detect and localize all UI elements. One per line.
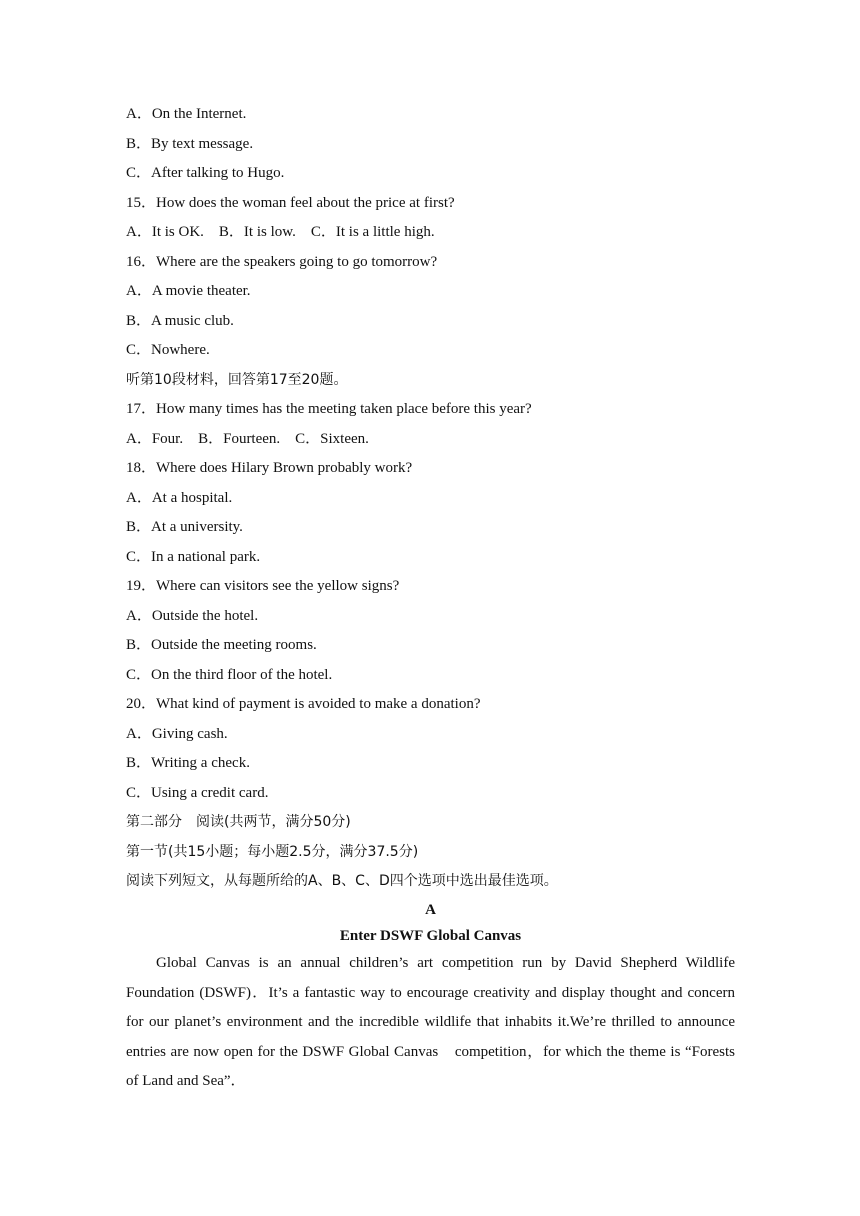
option-line: C．In a national park. [126,549,261,565]
question-15: 15．How does the woman feel about the price at first? [126,195,455,211]
reading-instruction: 阅读下列短文，从每题所给的A、B、C、D四个选项中选出最佳选项。 [126,873,558,889]
question-20: 20．What kind of payment is avoided to make a donation? [126,696,481,712]
option-line: A．At a hospital. [126,490,233,506]
option-line: A．On the Internet. [126,106,247,122]
option-line: B．A music club. [126,313,234,329]
option-line: A．Giving cash. [126,726,228,742]
question-17: 17．How many times has the meeting taken place before this year? [126,401,532,417]
option-line: C．Using a credit card. [126,785,269,801]
passage-title: Enter DSWF Global Canvas [339,928,522,944]
option-line: C．On the third floor of the hotel. [126,667,333,683]
option-line: B．Outside the meeting rooms. [126,637,317,653]
section-heading: 第一节(共15小题；每小题2.5分，满分37.5分) [126,844,419,860]
question-16: 16．Where are the speakers going to go tomorrow? [126,254,438,270]
passage-paragraph: Global Canvas is an annual children’s art competition run by David Shepherd Wildlife Foundation (DSWF)．It’s a fantastic way to encourage creativity and display thought and concern for our planet’s environment and the incredible wildlife that inhabits it.We’re thrilled to announce entries are now open for the DSWF Global Canvas competition，for which the theme is “Forests of Land and Sea”． [126,955,735,1089]
option-line: C．After talking to Hugo. [126,165,285,181]
question-19: 19．Where can visitors see the yellow signs? [126,578,400,594]
part-heading: 第二部分 阅读(共两节，满分50分) [126,814,351,830]
option-line: A．It is OK. B．It is low. C．It is a little high. [126,224,435,240]
option-line: A．Outside the hotel. [126,608,259,624]
option-line: A．A movie theater. [126,283,251,299]
question-18: 18．Where does Hilary Brown probably work? [126,460,413,476]
section-instruction: 听第10段材料，回答第17至20题。 [126,372,348,388]
option-line: C．Nowhere. [126,342,210,358]
option-line: B．By text message. [126,136,254,152]
option-line: B．Writing a check. [126,755,250,771]
option-line: A．Four. B．Fourteen. C．Sixteen. [126,431,369,447]
passage-label: A [425,902,436,918]
option-line: B．At a university. [126,519,243,535]
